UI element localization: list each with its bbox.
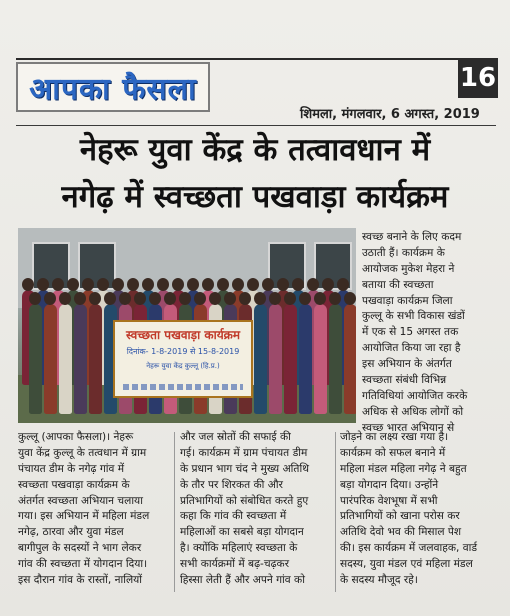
- article-line: अधिक से अधिक लोगों को: [362, 405, 464, 418]
- photo-person-head: [142, 278, 154, 291]
- photo-person-head: [209, 292, 221, 305]
- article-line: गया। इस अभियान में महिला मंडल: [18, 510, 150, 523]
- photo-person-head: [232, 278, 244, 291]
- photo-person-head: [67, 278, 79, 291]
- article-line: महिलाओं का सबसे बड़ा योगदान: [180, 526, 304, 539]
- article-column-right-top: [362, 230, 500, 437]
- article-line: आयोजक मुकेश मेहरा ने: [362, 262, 455, 275]
- column-divider: [174, 432, 175, 592]
- article-line: नगेढ़, ठारवा और युवा मंडल: [18, 526, 124, 539]
- article-line: उठाती हैं। कार्यक्रम के: [362, 246, 445, 259]
- article-line: कुल्लू (आपका फैसला)। नेहरू: [18, 431, 134, 443]
- photo-person-head: [52, 278, 64, 291]
- article-line: पखवाड़ा कार्यक्रम जिला: [362, 294, 453, 307]
- article-line: कार्यक्रम को सफल बनाने में: [340, 446, 446, 459]
- article-line: में एक से 15 अगस्त तक: [362, 326, 459, 339]
- photo-person-head: [172, 278, 184, 291]
- photo-person: [59, 304, 72, 414]
- banner-subtitle: नेहरू युवा केंद्र कुल्लू (हि.प्र.): [146, 362, 220, 370]
- photo-person-head: [157, 278, 169, 291]
- photo-person-head: [29, 292, 41, 305]
- article-line: के सदस्य मौजूद रहे।: [340, 574, 418, 587]
- article-line: इस अभियान के अंतर्गत: [362, 358, 452, 371]
- article-line: अंतर्गत स्वच्छता अभियान चलाया: [18, 494, 143, 507]
- article-line: गई। कार्यक्रम में ग्राम पंचायत डीम: [180, 446, 308, 459]
- photo-person-head: [194, 292, 206, 305]
- photo-person: [299, 304, 312, 414]
- photo-person-head: [149, 292, 161, 305]
- article-line: स्वच्छ बनाने के लिए कदम: [362, 231, 462, 243]
- photo-person-head: [262, 278, 274, 291]
- article-line: के तौर पर शिरकत की और: [180, 478, 283, 491]
- article-line: महिला मंडल महिला नगेढ़ ने बहुत: [340, 462, 467, 475]
- headline-line-1: नेहरू युवा केंद्र के तत्वावधान में: [79, 132, 431, 168]
- photo-person: [29, 304, 42, 414]
- photo-person: [269, 304, 282, 414]
- article-column-left: [18, 430, 170, 589]
- photo-person-head: [299, 292, 311, 305]
- photo-person-head: [44, 292, 56, 305]
- photo-person-head: [112, 278, 124, 291]
- photo-person-head: [37, 278, 49, 291]
- photo-person: [74, 304, 87, 414]
- photo-person-head: [269, 292, 281, 305]
- photo-person-head: [239, 292, 251, 305]
- photo-person-head: [224, 292, 236, 305]
- photo-person-head: [314, 292, 326, 305]
- article-line: स्वच्छ भारत अभियान से: [362, 421, 455, 434]
- article-line: युवा केंद्र कुल्लू के तत्वधान में ग्राम: [18, 446, 147, 459]
- photo-person-head: [344, 292, 356, 305]
- photo-person-head: [127, 278, 139, 291]
- article-line: जोड़ने का लक्ष्य रखा गया है।: [340, 431, 449, 443]
- photo-person-head: [134, 292, 146, 305]
- photo-person-head: [89, 292, 101, 305]
- photo-person-head: [307, 278, 319, 291]
- article-line: पारंपरिक वेशभूषा में सभी: [340, 494, 438, 507]
- article-line: पंचायत डीम के नगेढ़ गांव में: [18, 462, 125, 475]
- photo-person-head: [202, 278, 214, 291]
- photo-person: [44, 304, 57, 414]
- article-line: गतिविधियां आयोजित करके: [362, 389, 468, 402]
- article-line: प्रतिभागियों को संबोधित करते हुए: [180, 494, 309, 507]
- article-line: स्वच्छता संबंधी विभिन्न: [362, 374, 447, 387]
- photo-person-head: [97, 278, 109, 291]
- article-line: के प्रधान भाग चंद ने मुख्य अतिथि: [180, 462, 309, 475]
- photo-banner: [113, 320, 253, 398]
- photo-person-head: [284, 292, 296, 305]
- photo-person-head: [59, 292, 71, 305]
- article-line: बागीपुल के सदस्यों ने भाग लेकर: [18, 542, 142, 555]
- photo-person-head: [329, 292, 341, 305]
- article-line: हिस्सा लेती हैं और अपने गांव को: [180, 574, 305, 587]
- photo-person: [329, 304, 342, 414]
- banner-dates: दिनांक- 1-8-2019 से 15-8-2019: [126, 347, 240, 356]
- photo-person: [314, 304, 327, 414]
- header-rule: [16, 125, 496, 126]
- photo-person-head: [247, 278, 259, 291]
- article-line: गांव की स्वच्छता में योगदान दिया।: [18, 558, 148, 571]
- photo-person-head: [187, 278, 199, 291]
- article-line: इस दौरान गांव के रास्तों, नालियों: [18, 574, 143, 587]
- banner-stripe: [123, 384, 243, 390]
- article-column-middle: [180, 430, 330, 589]
- article-line: स्वच्छता पखवाड़ा कार्यक्रम के: [18, 478, 130, 491]
- article-line: बड़ा योगदान दिया। उन्होंने: [340, 478, 439, 491]
- column-divider: [335, 432, 336, 592]
- dateline: शिमला, मंगलवार, 6 अगस्त, 2019: [300, 107, 480, 122]
- news-photo: [18, 228, 356, 423]
- headline-line-2: नगेढ़ में स्वच्छता पखवाड़ा कार्यक्रम: [61, 179, 449, 215]
- banner-title: स्वच्छता पखवाड़ा कार्यक्रम: [125, 328, 241, 342]
- top-rule: [16, 58, 496, 60]
- article-line: आयोजित किया जा रहा है: [362, 342, 461, 355]
- masthead-logo-text: आपका फैसला: [29, 71, 197, 107]
- article-line: कुल्लू के सभी विकास खंडों: [362, 310, 465, 323]
- photo-person-head: [164, 292, 176, 305]
- photo-person: [89, 304, 102, 414]
- photo-person-head: [217, 278, 229, 291]
- article-line: अतिथि देवो भव की मिसाल पेश: [340, 526, 462, 539]
- photo-person-head: [337, 278, 349, 291]
- photo-person-head: [22, 278, 34, 291]
- article-line: सभी कार्यक्रमों में बढ़-चढ़कर: [180, 558, 290, 571]
- article-line: बताया की स्वच्छता: [362, 278, 434, 291]
- photo-person-head: [292, 278, 304, 291]
- photo-person-head: [119, 292, 131, 305]
- article-line: प्रतिभागियों को खाना परोस कर: [340, 510, 460, 523]
- article-line: और जल स्रोतों की सफाई की: [180, 431, 291, 443]
- photo-person-head: [104, 292, 116, 305]
- photo-person-head: [322, 278, 334, 291]
- photo-person: [284, 304, 297, 414]
- masthead-logo: [16, 62, 210, 112]
- article-line: है। क्योंकि महिलाएं स्वच्छता के: [180, 542, 298, 555]
- page-number: 16: [458, 58, 498, 98]
- photo-person-head: [179, 292, 191, 305]
- photo-person-head: [82, 278, 94, 291]
- article-line: सदस्य, युवा मंडल एवं महिला मंडल: [340, 558, 473, 571]
- photo-person-head: [254, 292, 266, 305]
- photo-person: [254, 304, 267, 414]
- photo-person-head: [277, 278, 289, 291]
- article-line: कहा कि गांव की स्वच्छता में: [180, 510, 287, 523]
- photo-person-head: [74, 292, 86, 305]
- photo-person: [344, 304, 356, 414]
- article-column-right: [340, 430, 500, 589]
- article-line: की। इस कार्यक्रम में जलवाहक, वार्ड: [340, 542, 478, 555]
